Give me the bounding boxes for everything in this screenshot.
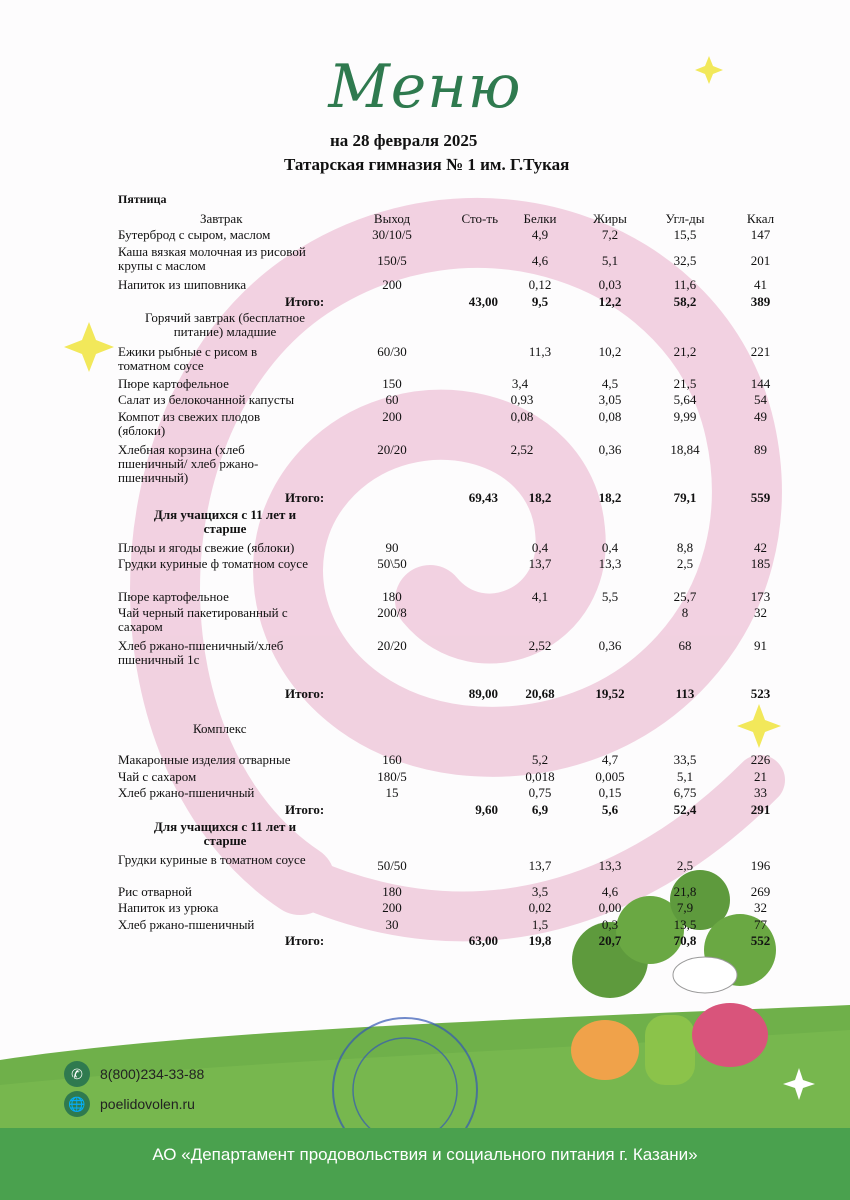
col-carbs: Угл-ды	[665, 211, 705, 226]
star-icon	[737, 704, 781, 748]
col-kcal: Ккал	[746, 211, 775, 226]
phone-icon: ✆	[64, 1061, 90, 1087]
footer-organization: АО «Департамент продовольствия и социального питания г. Казани»	[152, 1145, 698, 1164]
col-cost: Сто-ть	[461, 211, 498, 226]
phone-contact[interactable]	[64, 1061, 204, 1087]
col-fat: Жиры	[593, 211, 627, 226]
website-contact[interactable]	[64, 1091, 195, 1117]
col-out: Выход	[373, 211, 411, 226]
day-of-week: Пятница	[118, 192, 167, 206]
phone-number: 8(800)234-33-88	[100, 1066, 205, 1082]
website-link: poelidovolen.ru	[100, 1096, 195, 1112]
globe-icon: 🌐	[64, 1091, 90, 1117]
section-header: Завтрак	[200, 211, 243, 226]
star-icon	[64, 322, 114, 372]
page-title: Меню	[328, 52, 522, 122]
menu-date: на 28 февраля 2025	[330, 131, 478, 150]
col-protein: Белки	[523, 211, 557, 226]
school-name: Татарская гимназия № 1 им. Г.Тукая	[284, 155, 570, 174]
